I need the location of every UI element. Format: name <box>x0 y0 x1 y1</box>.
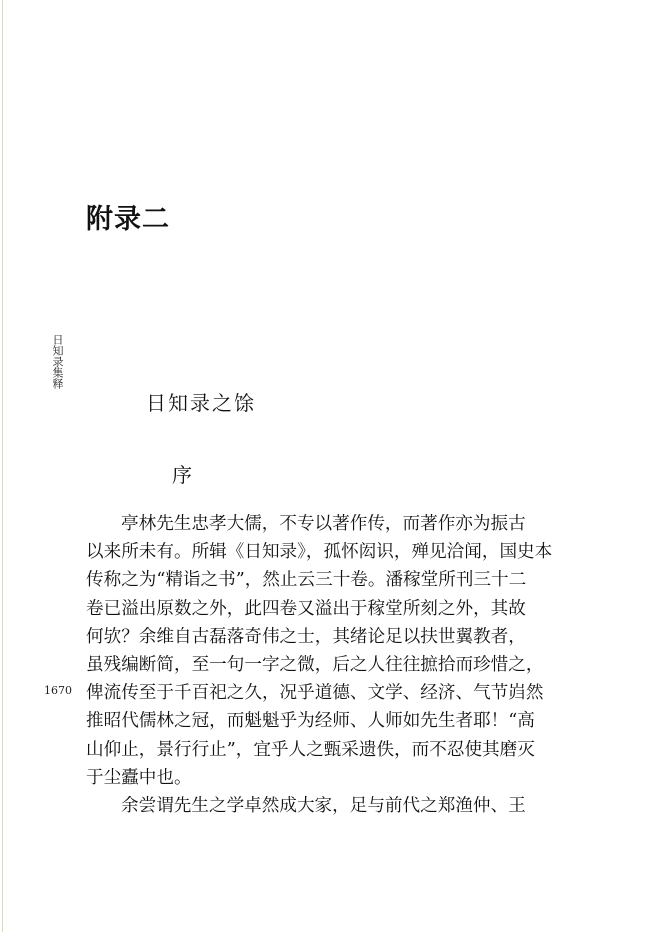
preface-body <box>86 510 556 820</box>
preface-heading: 序 <box>172 463 192 487</box>
body-line: 亭林先生忠孝大儒，不专以著作传，而著作亦为振古 <box>121 514 526 534</box>
section-title: 日知录之馀 <box>146 391 256 415</box>
body-line: 推昭代儒林之冠，而魁魁乎为经师、人师如先生者耶！“高 <box>86 711 535 732</box>
appendix-title: 附录二 <box>86 204 170 235</box>
body-line: 何欤？余维自古磊落奇伟之士，其绪论足以扶世翼教者， <box>86 626 526 647</box>
left-page-edge <box>2 0 3 932</box>
page-number: 1670 <box>44 684 72 697</box>
body-line: 山仰止，景行行止”，宜乎人之甄采遗佚，而不忍使其磨灭 <box>86 739 535 760</box>
body-line: 于尘蠹中也。 <box>86 767 192 788</box>
body-line: 余尝谓先生之学卓然成大家，足与前代之郑渔仲、王 <box>121 795 526 816</box>
body-line: 卷已溢出原数之外，此四卷又溢出于稼堂所刻之外，其故 <box>86 598 526 619</box>
body-line: 虽残编断简，至一句一字之微，后之人往往摭拾而珍惜之， <box>86 654 544 675</box>
running-book-title: 日知录集释 <box>51 334 64 389</box>
body-line: 以来所未有。所辑《日知录》，孤怀闳识，殚见洽闻，国史本 <box>86 542 553 563</box>
body-line: 传称之为“精诣之书”，然止云三十卷。潘稼堂所刊三十二 <box>86 570 527 591</box>
body-line: 俾流传至于千百祀之久，况乎道德、文学、经济、气节岿然 <box>86 683 544 704</box>
